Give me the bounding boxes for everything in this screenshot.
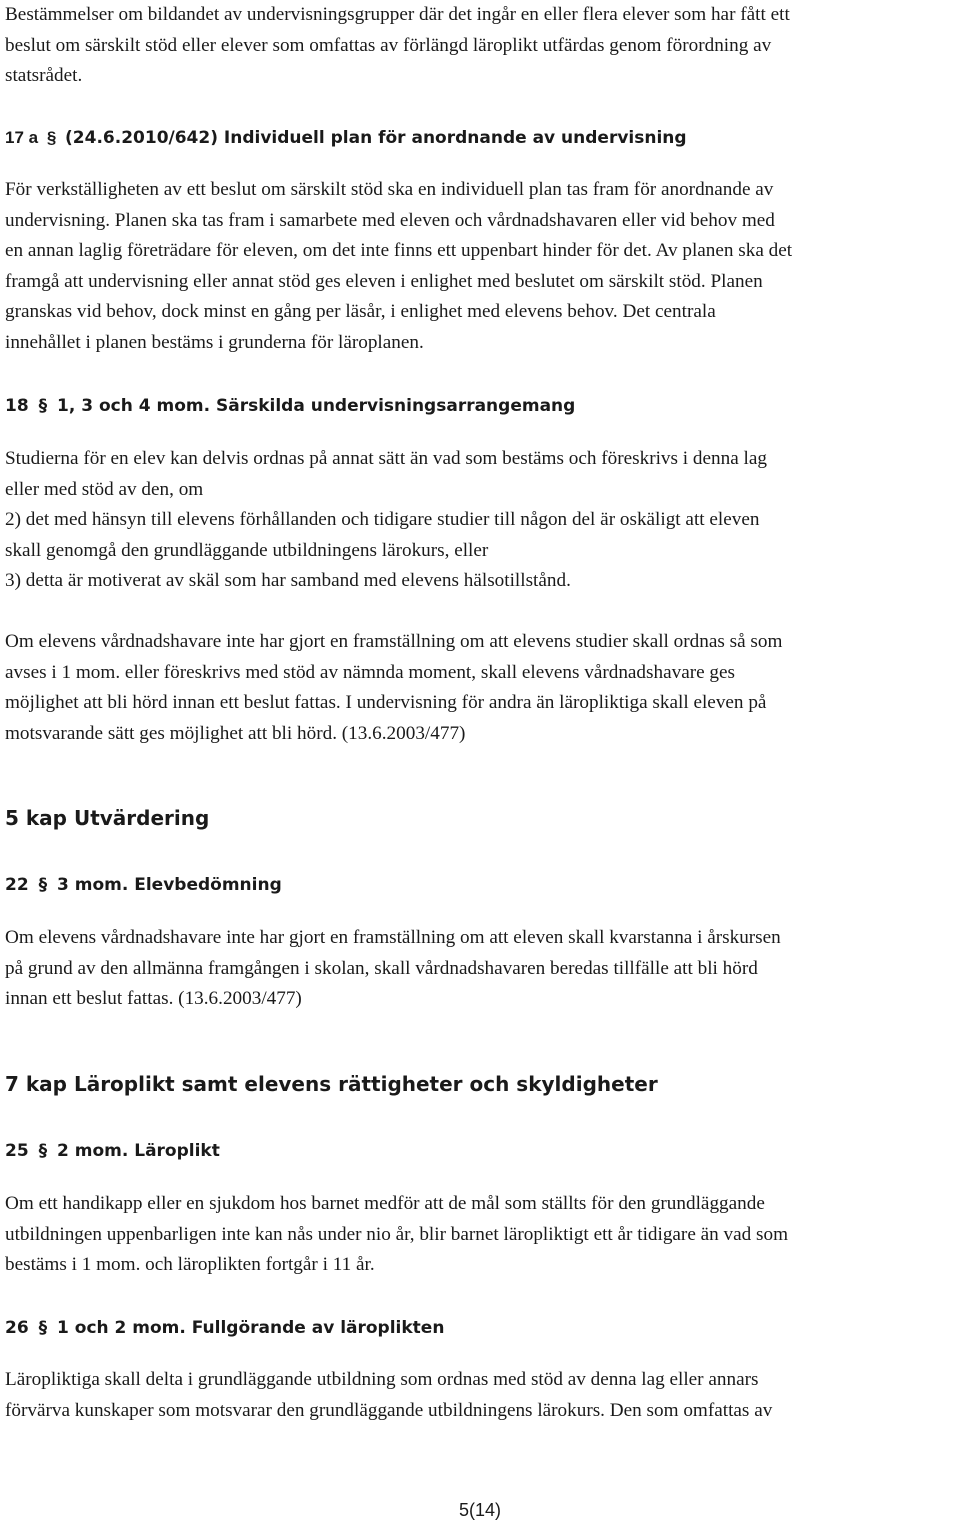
chapter-title: 7 kap Läroplikt samt elevens rättigheter och skyldigheter: [5, 1072, 658, 1096]
text-line: Bestämmelser om bildandet av undervisningsgrupper där det ingår en eller flera elever som har fått ett: [5, 4, 790, 25]
section-25-body: [5, 1189, 950, 1281]
text-line: granskas vid behov, dock minst en gång per läsår, i enlighet med elevens behov. Det centrala: [5, 301, 716, 322]
chapter-7-heading: [5, 1071, 950, 1097]
text-line: Läropliktiga skall delta i grundläggande utbildning som ordnas med stöd av denna lag eller annars: [5, 1369, 759, 1390]
text-line: möjlighet att bli hörd innan ett beslut fattas. I undervisning för andra än läropliktiga skall eleven på: [5, 692, 767, 713]
text-line: 2) det med hänsyn till elevens förhållanden och tidigare studier till någon del är oskäligt att eleven: [5, 509, 760, 530]
section-sign: §: [38, 1318, 48, 1338]
text-line: innehållet i planen bestäms i grunderna för läroplanen.: [5, 331, 424, 353]
section-sign: §: [38, 396, 48, 416]
section-sign: §: [46, 128, 57, 147]
text-line: avses i 1 mom. eller föreskrivs med stöd av nämnda moment, skall elevens vårdnadshavare ges: [5, 661, 735, 683]
text-line: Om elevens vårdnadshavare inte har gjort en framställning om att eleven skall kvarstanna i årskursen: [5, 927, 781, 948]
text-line: Om elevens vårdnadshavare inte har gjort en framställning om att elevens studier skall ordnas så som: [5, 631, 783, 652]
section-title: 1 och 2 mom. Fullgörande av läroplikten: [57, 1318, 445, 1338]
text-line: Om ett handikapp eller en sjukdom hos barnet medför att de mål som ställts för den grundläggande: [5, 1193, 765, 1214]
section-22-heading: [5, 872, 950, 898]
section-number: 25: [5, 1141, 29, 1161]
section-title: (24.6.2010/642) Individuell plan för anordnande av undervisning: [65, 128, 687, 148]
chapter-5-heading: [5, 805, 950, 831]
chapter-title: 5 kap Utvärdering: [5, 806, 210, 830]
text-line: Studierna för en elev kan delvis ordnas på annat sätt än vad som bestäms och föreskrivs i denna lag: [5, 448, 767, 469]
text-line: statsrådet.: [5, 65, 83, 86]
section-17a-body: [5, 175, 950, 358]
text-line: beslut om särskilt stöd eller elever som omfattas av förlängd läroplikt utfärdas genom förordning av: [5, 34, 772, 56]
section-sign: §: [38, 875, 48, 895]
section-number: 18: [5, 396, 29, 416]
text-line: undervisning. Planen ska tas fram i samarbete med eleven och vårdnadshavaren eller vid behov med: [5, 209, 775, 231]
section-17a-heading: [5, 125, 950, 151]
text-line: 3) detta är motiverat av skäl som har samband med elevens hälsotillstånd.: [5, 570, 571, 591]
section-title: 3 mom. Elevbedömning: [57, 875, 282, 895]
section-number: 22: [5, 875, 29, 895]
section-sign: §: [38, 1141, 48, 1161]
intro-paragraph: [5, 0, 950, 92]
section-18-body-1: [5, 444, 950, 597]
section-title: 2 mom. Läroplikt: [57, 1141, 220, 1161]
section-26-heading: [5, 1315, 950, 1341]
text-line: bestäms i 1 mom. och läroplikten fortgår i 11 år.: [5, 1254, 375, 1275]
section-number: 17 a: [5, 128, 39, 147]
text-line: skall genomgå den grundläggande utbildningens lärokurs, eller: [5, 539, 489, 561]
text-line: motsvarande sätt ges möjlighet att bli hörd. (13.6.2003/477): [5, 722, 466, 744]
text-line: på grund av den allmänna framgången i skolan, skall vårdnadshavaren beredas tillfälle att bli hörd: [5, 957, 758, 979]
section-26-body: [5, 1365, 950, 1426]
section-18-heading: [5, 393, 950, 419]
text-line: framgå att undervisning eller annat stöd ges eleven i enlighet med beslutet om särskilt stöd. Planen: [5, 270, 763, 292]
text-line: eller med stöd av den, om: [5, 478, 204, 500]
text-line: För verkställigheten av ett beslut om särskilt stöd ska en individuell plan tas fram för anordnande av: [5, 179, 774, 200]
section-18-body-2: [5, 627, 950, 749]
section-number: 26: [5, 1318, 29, 1338]
text-line: förvärva kunskaper som motsvarar den grundläggande utbildningens lärokurs. Den som omfattas av: [5, 1399, 773, 1421]
section-22-body: [5, 923, 950, 1015]
section-25-heading: [5, 1138, 950, 1164]
text-line: utbildningen uppenbarligen inte kan nås under nio år, blir barnet läropliktigt ett år tidigare än vad som: [5, 1223, 789, 1245]
page-number: 5(14): [458, 1500, 502, 1520]
text-line: en annan laglig företrädare för eleven, om det inte finns ett uppenbart hinder för det. Av planen ska det: [5, 240, 793, 261]
text-line: innan ett beslut fattas. (13.6.2003/477): [5, 988, 302, 1009]
section-title: 1, 3 och 4 mom. Särskilda undervisningsarrangemang: [57, 396, 576, 416]
